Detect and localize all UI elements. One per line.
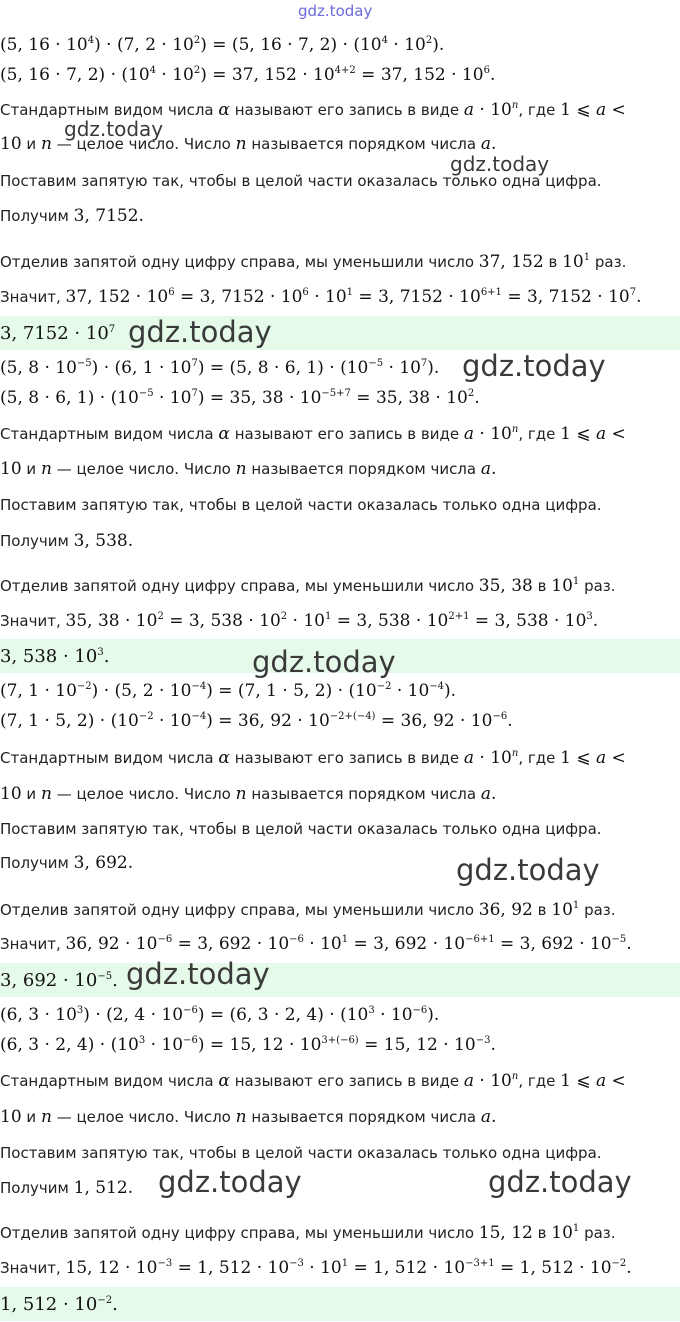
result-line: Получим 3, 7152. <box>0 206 144 226</box>
separate-line: Отделив запятой одну цифру справа, мы уменьшили число 35, 38 в $10^1$ раз. <box>0 576 616 596</box>
comma-instruction: Поставим запятую так, чтобы в целой части оказалась только одна цифра. <box>0 496 602 514</box>
definition-line: Стандартным видом числа α называют его запись в виде $a \cdot 10^n$ , где 1 ⩽ a < <box>0 748 626 768</box>
result-line: Получим 3, 692. <box>0 853 134 873</box>
answer-line: 3, $692 \cdot 10^{-5}$. <box>0 963 680 997</box>
separate-line: Отделив запятой одну цифру справа, мы уменьшили число 15, 12 в $10^1$ раз. <box>0 1223 616 1243</box>
equation-line: (5, 16 · 7, $2) \cdot (10^4 \cdot 10^2) = 37$, $152 \cdot 10^{4+2} = 37$, $152 \cdot 10^6$. <box>0 65 496 85</box>
equation-line: (5, 8 · 6, $1) \cdot (10^{-5} \cdot 10^7) = 35$, $38 \cdot 10^{-5+7} = 35$, $38 \cdot 10^2$. <box>0 388 480 408</box>
equation-line: (7, $1 \cdot 10^{-2}) \cdot (5$, $2 \cdot 10^{-4}) = (7$, 1 · 5, $2) \cdot (10^{-2} \cdot 10^{-4})$. <box>0 681 457 701</box>
therefore-line: Значит, 35, $38 \cdot 10^2 = 3$, $538 \cdot 10^2 \cdot 10^1 = 3$, $538 \cdot 10^{2+1} = 3$, $538 \cdot 10^3$. <box>0 611 599 631</box>
therefore-line: Значит, 36, $92 \cdot 10^{-6} = 3$, $692 \cdot 10^{-6} \cdot 10^1 = 3$, $692 \cdot 10^{-6+1} = 3$, $692 \cdot 10^{-5}$. <box>0 934 632 954</box>
equation-line: (6, $3 \cdot 10^3) \cdot (2$, $4 \cdot 10^{-6}) = (6$, 3 · 2, $4) \cdot (10^3 \cdot 10^{-6})$. <box>0 1005 440 1025</box>
watermark: gdz.today <box>488 1165 632 1199</box>
therefore-line: Значит, 15, $12 \cdot 10^{-3} = 1$, $512 \cdot 10^{-3} \cdot 10^1 = 1$, $512 \cdot 10^{-3+1} = 1$, $512 \cdot 10^{-2}$. <box>0 1258 632 1278</box>
equation-line: (6, 3 · 2, $4) \cdot (10^3 \cdot 10^{-6}) = 15$, $12 \cdot 10^{3+(-6)} = 15$, $12 \cdot 10^{-3}$. <box>0 1035 496 1055</box>
watermark: gdz.today <box>252 645 396 679</box>
comma-instruction: Поставим запятую так, чтобы в целой части оказалась только одна цифра. <box>0 172 602 190</box>
definition-line-2: 10 и n — целое число. Число n называется порядком числа a. <box>0 134 497 154</box>
answer-line: 3, $7152 \cdot 10^7$ <box>0 316 680 350</box>
watermark: gdz.today <box>456 853 600 887</box>
watermark: gdz.today <box>158 1165 302 1199</box>
separate-line: Отделив запятой одну цифру справа, мы уменьшили число 37, 152 в $10^1$ раз. <box>0 252 627 272</box>
definition-line: Стандартным видом числа α называют его запись в виде $a \cdot 10^n$ , где 1 ⩽ a < <box>0 424 626 444</box>
watermark: gdz.today <box>126 957 270 991</box>
equation-line: (5, $8 \cdot 10^{-5}) \cdot (6$, $1 \cdot 10^7) = (5$, 8 · 6, $1) \cdot (10^{-5} \cdot 10^7)$. <box>0 358 440 378</box>
watermark: gdz.today <box>298 2 373 20</box>
result-line: Получим 3, 538. <box>0 531 134 551</box>
comma-instruction: Поставим запятую так, чтобы в целой части оказалась только одна цифра. <box>0 1144 602 1162</box>
result-line: Получим 1, 512. <box>0 1178 134 1198</box>
watermark: gdz.today <box>64 117 164 141</box>
definition-line-2: 10 и n — целое число. Число n называется порядком числа a. <box>0 784 497 804</box>
definition-line-2: 10 и n — целое число. Число n называется порядком числа a. <box>0 1107 497 1127</box>
definition-line: Стандартным видом числа α называют его запись в виде $a \cdot 10^n$ , где 1 ⩽ a < <box>0 100 626 120</box>
separate-line: Отделив запятой одну цифру справа, мы уменьшили число 36, 92 в $10^1$ раз. <box>0 900 616 920</box>
answer-line: 1, $512 \cdot 10^{-2}$. <box>0 1287 680 1321</box>
watermark: gdz.today <box>462 349 606 383</box>
equation-line: (5, $16 \cdot 10^4) \cdot (7$, $2 \cdot 10^2) = (5$, 16 · 7, $2) \cdot (10^4 \cdot 10^2)$. <box>0 35 445 55</box>
equation-line: (7, 1 · 5, $2) \cdot (10^{-2} \cdot 10^{-4}) = 36$, $92 \cdot 10^{-2+(-4)} = 36$, $92 \cdot 10^{-6}$. <box>0 711 513 731</box>
answer-line: 3, $538 \cdot 10^3$. <box>0 639 680 673</box>
therefore-line: Значит, 37, $152 \cdot 10^6 = 3$, $7152 \cdot 10^6 \cdot 10^1 = 3$, $7152 \cdot 10^{6+1} = 3$, $7152 \cdot 10^7$. <box>0 287 642 307</box>
watermark: gdz.today <box>128 315 272 349</box>
watermark: gdz.today <box>450 152 550 176</box>
comma-instruction: Поставим запятую так, чтобы в целой части оказалась только одна цифра. <box>0 820 602 838</box>
definition-line: Стандартным видом числа α называют его запись в виде $a \cdot 10^n$ , где 1 ⩽ a < <box>0 1071 626 1091</box>
definition-line-2: 10 и n — целое число. Число n называется порядком числа a. <box>0 459 497 479</box>
